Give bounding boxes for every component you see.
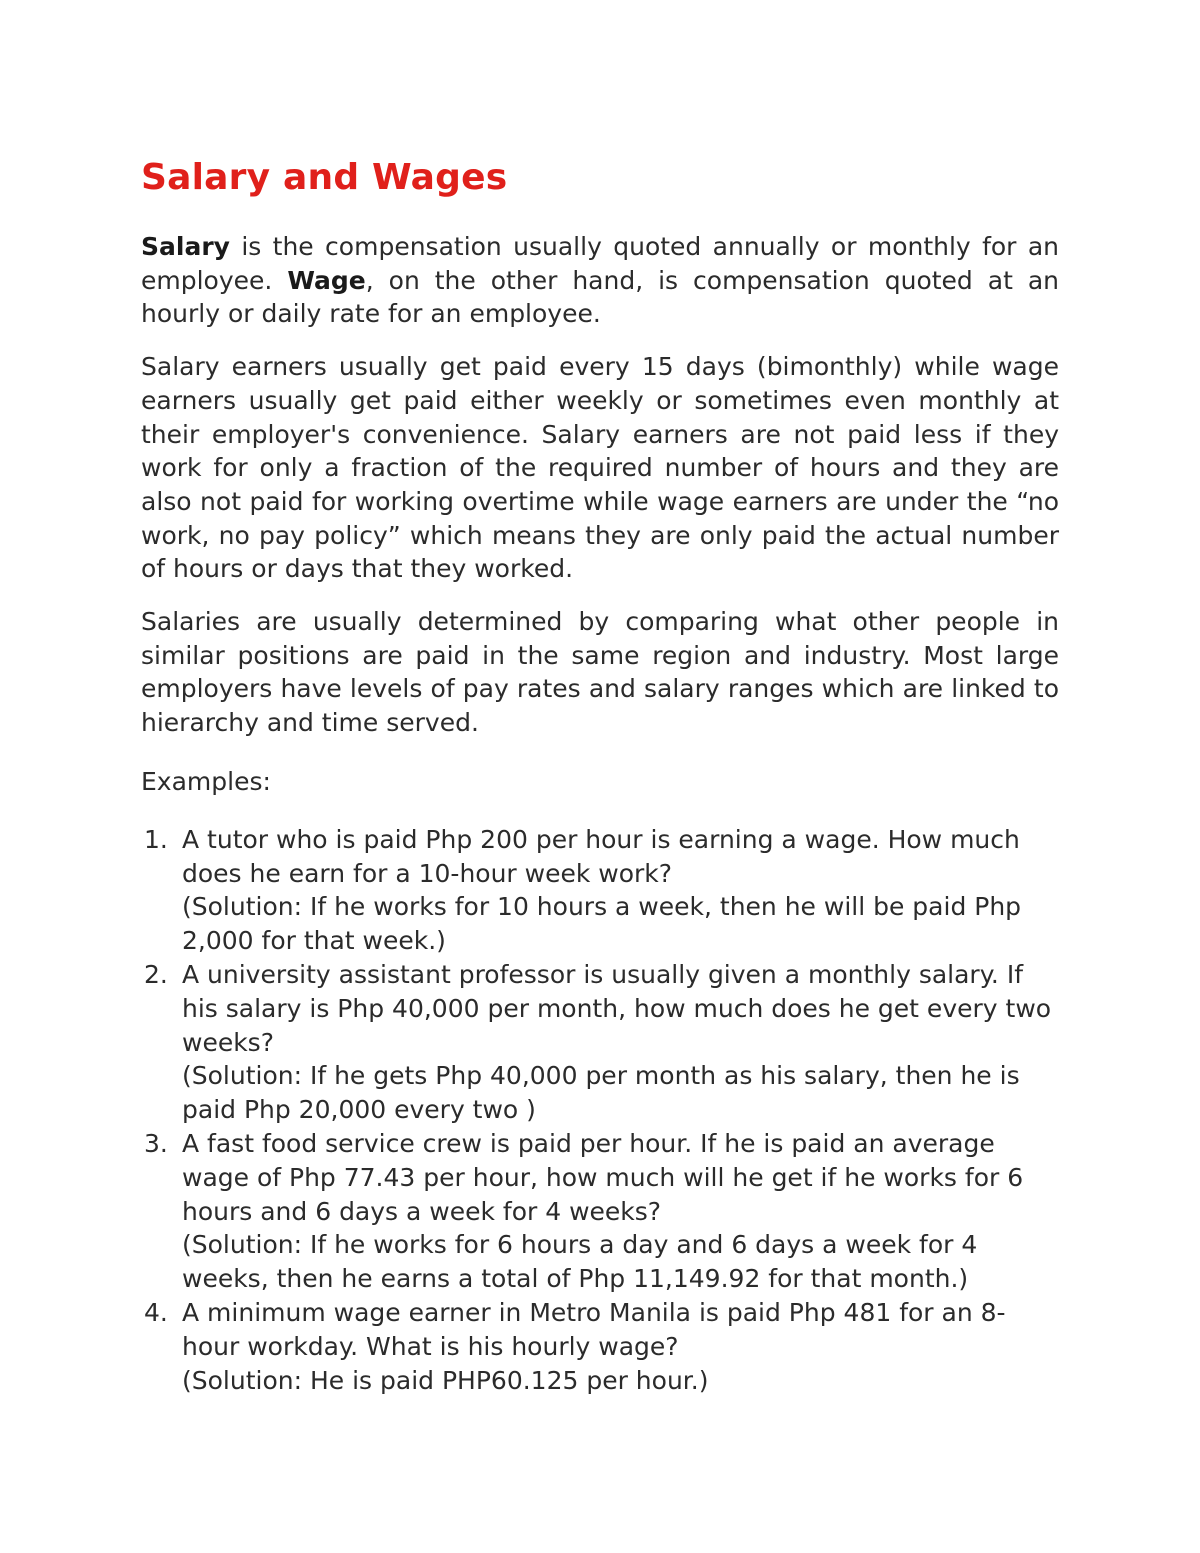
examples-list xyxy=(141,823,1059,1398)
intro-paragraph xyxy=(141,230,1059,331)
example-question: A tutor who is paid Php 200 per hour is earning a wage. How much does he earn for a 10-hour week work? xyxy=(182,824,1020,888)
example-solution: (Solution: If he works for 10 hours a week, then he will be paid Php 2,000 for that week.) xyxy=(182,892,1022,956)
list-number: 2. xyxy=(144,960,168,990)
paragraph-salary-determination: Salaries are usually determined by comparing what other people in similar positions are paid in the same region and industry. Most large employers have levels of pay rates and salary ranges which are linked to hierarchy and time served. xyxy=(141,607,1059,738)
example-question: A university assistant professor is usually given a monthly salary. If his salary is Php 40,000 per month, how much does he get every two weeks? xyxy=(182,960,1052,1057)
example-solution: (Solution: He is paid PHP60.125 per hour.) xyxy=(182,1365,709,1395)
wage-definition: , on the other hand, is compensation quoted at an hourly or daily rate for an employee. xyxy=(141,265,1060,329)
list-number: 1. xyxy=(144,824,168,854)
document-page xyxy=(141,150,1059,1397)
list-item xyxy=(141,1296,1052,1397)
list-number: 4. xyxy=(144,1298,168,1327)
example-solution: (Solution: If he gets Php 40,000 per month as his salary, then he is paid Php 20,000 every two ) xyxy=(182,1061,1020,1125)
paragraph-pay-schedule: Salary earners usually get paid every 15 days (bimonthly) while wage earners usually get paid either weekly or sometimes even monthly at their employer's convenience. Salary earners are not paid less if they work for only a fraction of the required number of hours and they are also not paid for working overtime while wage earners are under the “no work, no pay policy” which means they are only paid the actual number of hours or days that they worked. xyxy=(141,352,1059,584)
example-solution: (Solution: If he works for 6 hours a day and 6 days a week for 4 weeks, then he earns a total of Php 11,149.92 for that month.) xyxy=(182,1230,978,1294)
examples-label: Examples: xyxy=(141,766,271,796)
list-item xyxy=(141,958,1052,1127)
salary-term: Salary xyxy=(141,232,230,261)
example-question: A fast food service crew is paid per hour. If he is paid an average wage of Php 77.43 per hour, how much will he get if he works for 6 hours and 6 days a week for 4 weeks? xyxy=(182,1129,1024,1226)
list-item xyxy=(141,823,1052,958)
page-title: Salary and Wages xyxy=(141,157,508,198)
example-question: A minimum wage earner in Metro Manila is paid Php 481 for an 8-hour workday. What is his hourly wage? xyxy=(182,1298,1006,1361)
list-item xyxy=(141,1127,1052,1296)
salary-definition: is the compensation usually quoted annually or monthly for an employee. xyxy=(141,232,1059,295)
wage-term: Wage xyxy=(287,265,366,295)
list-number: 3. xyxy=(144,1129,168,1159)
